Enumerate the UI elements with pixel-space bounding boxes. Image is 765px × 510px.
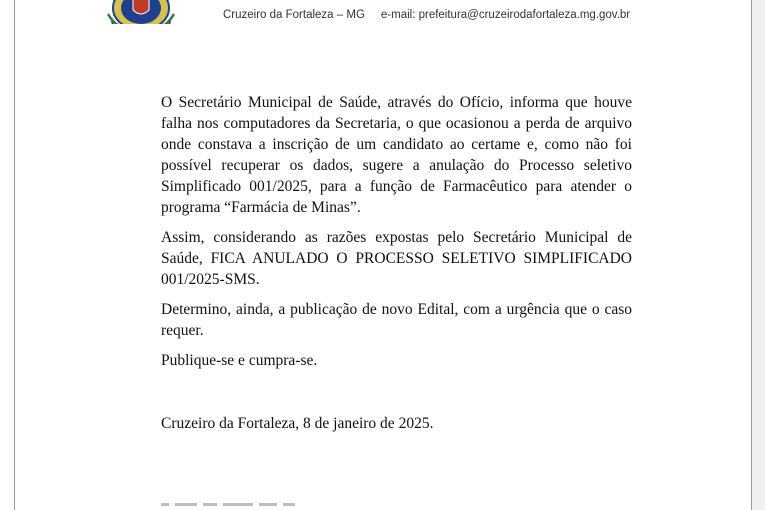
- header-city: Cruzeiro da Fortaleza – MG: [223, 9, 365, 21]
- cut-off-signature-line: [161, 503, 351, 510]
- scrollbar-track[interactable]: [752, 0, 765, 510]
- header-email: e-mail: prefeitura@cruzeirodafortaleza.mg.gov.br: [380, 9, 631, 21]
- paragraph-oficio: O Secretário Municipal de Saúde, através do Ofício, informa que houve falha nos computadores da Secretaria, o que ocasionou a perda de arquivo onde constava a inscrição de um candidato ao certame e, como não foi possível recuperar os dados, sugere a anulação do Processo seletivo Simplificado 001/2025, para a função de Farmacêutico para atender o programa “Farmácia de Minas”.: [161, 94, 632, 216]
- paragraph-anulacao: Assim, considerando as razões expostas pelo Secretário Municipal de Saúde, FICA ANULADO O PROCESSO SELETIVO SIMPLIFICADO 001/2025-SMS.: [161, 229, 632, 288]
- municipal-coat-of-arms-icon: [104, 0, 178, 24]
- paragraph-novo-edital: Determino, ainda, a publicação de novo Edital, com a urgência que o caso requer.: [161, 301, 632, 339]
- date-line: Cruzeiro da Fortaleza, 8 de janeiro de 2025.: [161, 415, 434, 432]
- document-body: [161, 92, 632, 380]
- letterhead-contact: [223, 9, 630, 21]
- paragraph-publique: Publique-se e cumpra-se.: [161, 352, 318, 369]
- page-left-edge: [14, 0, 15, 510]
- page-right-edge: [751, 0, 752, 510]
